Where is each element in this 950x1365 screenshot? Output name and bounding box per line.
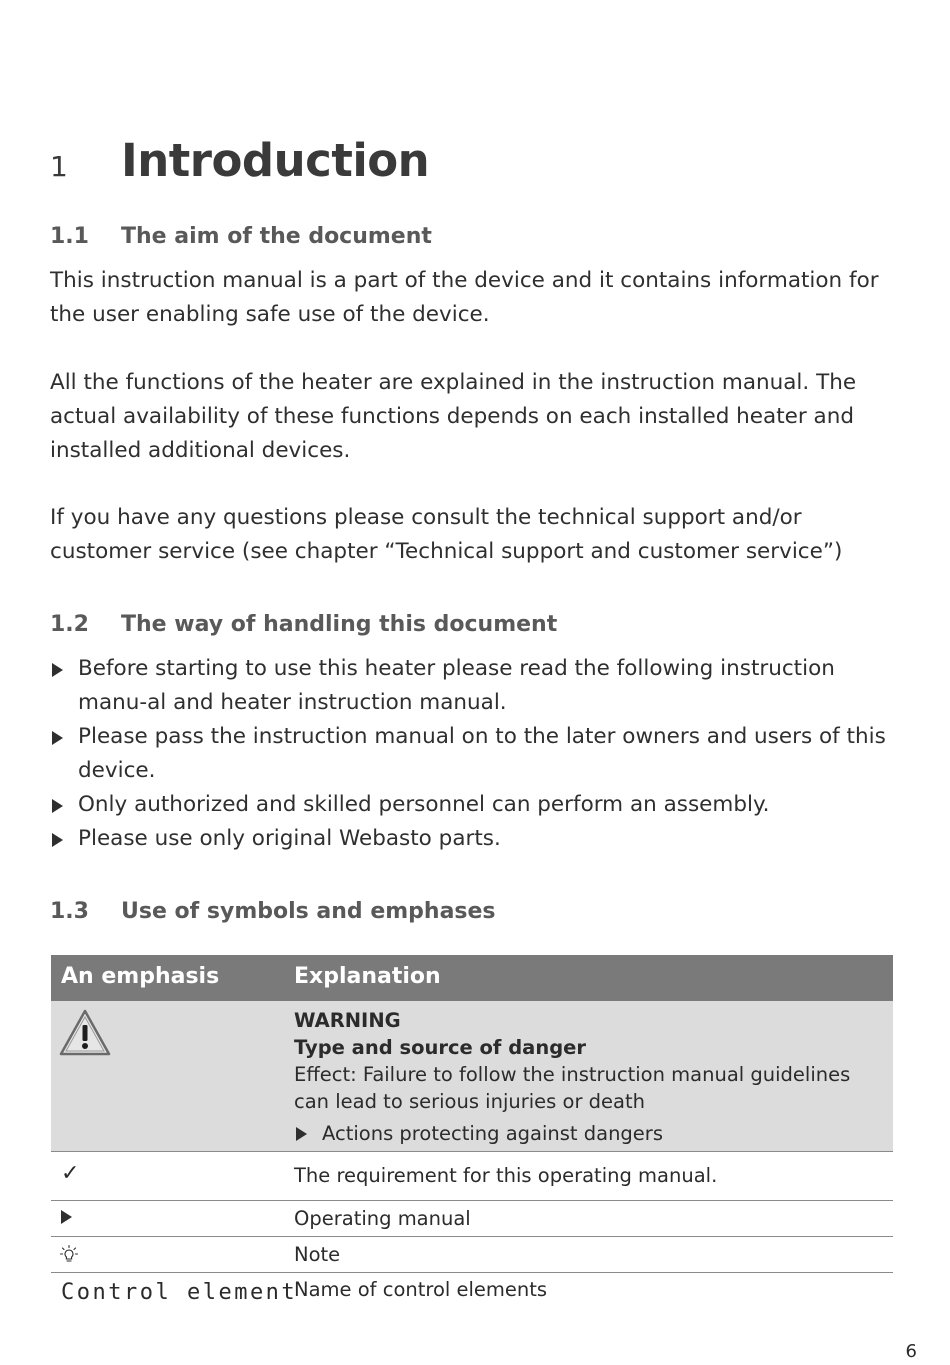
section-heading-1-2 (50, 612, 557, 637)
header-explanation: Explanation (294, 964, 441, 989)
section-title: The way of handling this document (121, 612, 558, 637)
warning-action: Actions protecting against dangers (294, 1120, 889, 1147)
paragraph-functions: All the functions of the heater are explained in the instruction manual. The actual availability of these functions depends on each installed heater and installed additional devices. (50, 370, 857, 463)
paragraph-aim: This instruction manual is a part of the device and it contains information for the user enabling safe use of the device. (50, 268, 879, 327)
section-number: 1.2 (50, 612, 89, 637)
triangle-bullet-icon (52, 663, 63, 677)
section-heading-1-1 (50, 224, 432, 249)
warning-effect: Effect: Failure to follow the instruction manual guidelines can lead to serious injuries or death (294, 1063, 851, 1113)
list-item: Please use only original Webasto parts. (50, 822, 900, 856)
row-explanation: The requirement for this operating manual. (294, 1164, 718, 1187)
section-title: The aim of the document (121, 224, 432, 249)
table-row (51, 1201, 893, 1237)
chapter-number: 1 (50, 150, 68, 183)
section-number: 1.1 (50, 224, 89, 249)
list-item: Please pass the instruction manual on to the later owners and users of this device. (50, 720, 900, 788)
handling-bullet-list (50, 652, 900, 856)
list-item: Before starting to use this heater please read the following instruction manu-al and heater instruction manual. (50, 652, 900, 720)
table-header (51, 955, 893, 1001)
paragraph-questions: If you have any questions please consult the technical support and/or customer service (see chapter “Technical support and customer service”) (50, 505, 843, 564)
list-item: Only authorized and skilled personnel can perform an assembly. (50, 788, 900, 822)
chapter-title: Introduction (121, 134, 430, 187)
table-row (51, 1273, 893, 1309)
section-heading-1-3 (50, 899, 496, 924)
table-row (51, 1237, 893, 1273)
triangle-bullet-icon (52, 799, 63, 813)
section-number: 1.3 (50, 899, 89, 924)
header-emphasis: An emphasis (61, 964, 220, 989)
warning-explanation (294, 1007, 889, 1147)
table-row-warning (51, 1001, 893, 1152)
warning-title: WARNING (294, 1009, 401, 1032)
lightbulb-icon (59, 1244, 79, 1264)
section-title: Use of symbols and emphases (121, 899, 496, 924)
warning-subtitle: Type and source of danger (294, 1036, 587, 1059)
triangle-right-icon (61, 1210, 72, 1224)
triangle-bullet-icon (52, 731, 63, 745)
row-explanation: Note (294, 1243, 341, 1266)
page-number: 6 (905, 1341, 917, 1362)
triangle-bullet-icon (52, 833, 63, 847)
symbols-table (51, 955, 893, 1309)
control-element-label: Control element (61, 1280, 298, 1305)
row-explanation: Operating manual (294, 1207, 471, 1230)
checkmark-icon: ✓ (61, 1161, 80, 1186)
triangle-bullet-icon (296, 1127, 307, 1141)
table-row (51, 1152, 893, 1201)
row-explanation: Name of control elements (294, 1278, 548, 1301)
warning-triangle-icon (59, 1009, 111, 1057)
